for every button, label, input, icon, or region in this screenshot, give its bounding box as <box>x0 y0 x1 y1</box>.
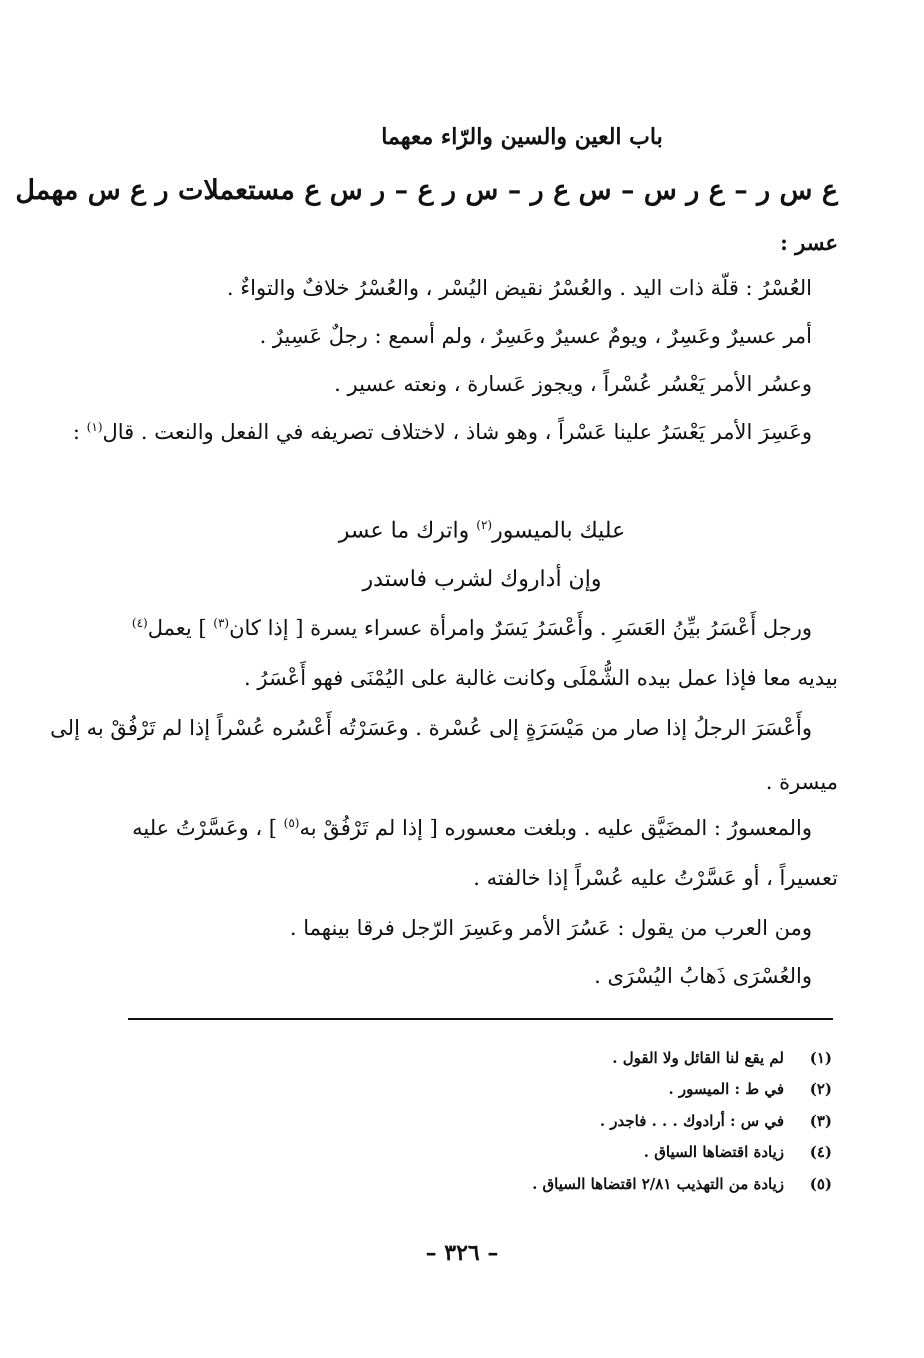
paragraph-end: : <box>72 420 87 444</box>
paragraph <box>72 418 812 447</box>
footnotes <box>132 1042 832 1200</box>
paragraph: وأَعْسَرَ الرجلُ إذا صار من مَيْسَرَةٍ إلى عُسْرة . وعَسَرْتُه أَعْسُره عُسْراً إذا لم تَرْفُقْ به إلى <box>50 716 812 740</box>
entry-word: عسر : <box>780 230 838 255</box>
paragraph: ميسرة . <box>765 770 838 794</box>
footnote <box>132 1042 832 1074</box>
paragraph-text: والمعسورُ : المضَيَّق عليه . وبلغت معسوره [ إذا لم تَرْفُقْ به <box>299 816 812 840</box>
footnote-text: في س : أرادوك . . . فاجدر . <box>599 1111 784 1130</box>
paragraph: أمر عسيرٌ وعَسِرٌ ، ويومٌ عسيرٌ وعَسِرٌ ، ولم أسمع : رجلٌ عَسِيرٌ . <box>259 324 812 348</box>
verse-line <box>0 518 924 543</box>
footnote-ref: (٤) <box>131 616 148 630</box>
footnote-number: (٣) <box>809 1111 832 1130</box>
footnote-text: زيادة من التهذيب ٢/٨١ اقتضاها السياق . <box>532 1174 784 1193</box>
paragraph-text: ] يعمل <box>147 616 214 640</box>
footnote-ref: (٣) <box>213 616 230 630</box>
footnote-number: (٢) <box>809 1080 832 1099</box>
footnote <box>132 1074 832 1106</box>
paragraph: تعسيراً ، أو عَسَّرْتُ عليه عُسْراً إذا خالفته . <box>473 866 838 890</box>
footnote-number: (١) <box>809 1048 832 1067</box>
verse-text: واترك ما عسر <box>338 518 477 544</box>
roots-line: ع س ر – ع ر س – س ع ر – س ر ع – ر س ع مستعملات ر ع س مهمل <box>15 175 838 206</box>
footnote-ref: (٢) <box>476 518 493 532</box>
paragraph <box>86 614 812 643</box>
footnote <box>132 1168 832 1200</box>
paragraph: وعسُر الأمر يَعْسُر عُسْراً ، ويجوز عَسارة ، ونعته عسير . <box>334 372 812 396</box>
verse-text: عليك بالميسور <box>492 518 626 544</box>
footnote-ref: (١) <box>86 420 103 434</box>
paragraph-text: ورجل أَعْسَرُ بيِّنُ العَسَرِ . وأَعْسَرُ يَسَرٌ وامرأة عسراء يسرة [ إذا كان <box>229 616 812 640</box>
footnote-text: في ط : الميسور . <box>668 1080 784 1099</box>
page-number: – ٣٢٦ – <box>425 1240 499 1266</box>
verse-line: وإن أداروك لشرب فاستدر <box>362 567 602 592</box>
paragraph: العُسْرُ : قلّة ذات اليد . والعُسْرُ نقيض اليُسْر ، والعُسْرُ خلافٌ والتواءٌ . <box>226 276 812 300</box>
paragraph <box>86 814 812 843</box>
paragraph-text: ] ، وعَسَّرْتُ عليه <box>132 816 284 840</box>
footnote-divider <box>128 1018 833 1020</box>
paragraph-text: وعَسِرَ الأمر يَعْسَرُ علينا عَسْراً ، وهو شاذ ، لاختلاف تصريفه في الفعل والنعت . قال <box>102 420 812 444</box>
footnote <box>132 1137 832 1169</box>
paragraph: ومن العرب من يقول : عَسُرَ الأمر وعَسِرَ الرّجل فرقا بينهما . <box>289 916 812 940</box>
footnote-number: (٤) <box>809 1143 832 1162</box>
footnote-text: زيادة اقتضاها السياق . <box>643 1143 784 1162</box>
paragraph: والعُسْرَى ذَهابُ اليُسْرَى . <box>594 964 812 988</box>
footnote-text: لم يقع لنا القائل ولا القول . <box>612 1048 784 1067</box>
footnote <box>132 1105 832 1137</box>
paragraph: بيديه معا فإذا عمل بيده الشُّمْلَى وكانت غالبة على اليُمْنَى فهو أَعْسَرُ . <box>244 666 838 690</box>
footnote-ref: (٥) <box>283 816 300 830</box>
chapter-title: باب العين والسين والرّاء معهما <box>381 124 663 150</box>
footnote-number: (٥) <box>809 1174 832 1193</box>
